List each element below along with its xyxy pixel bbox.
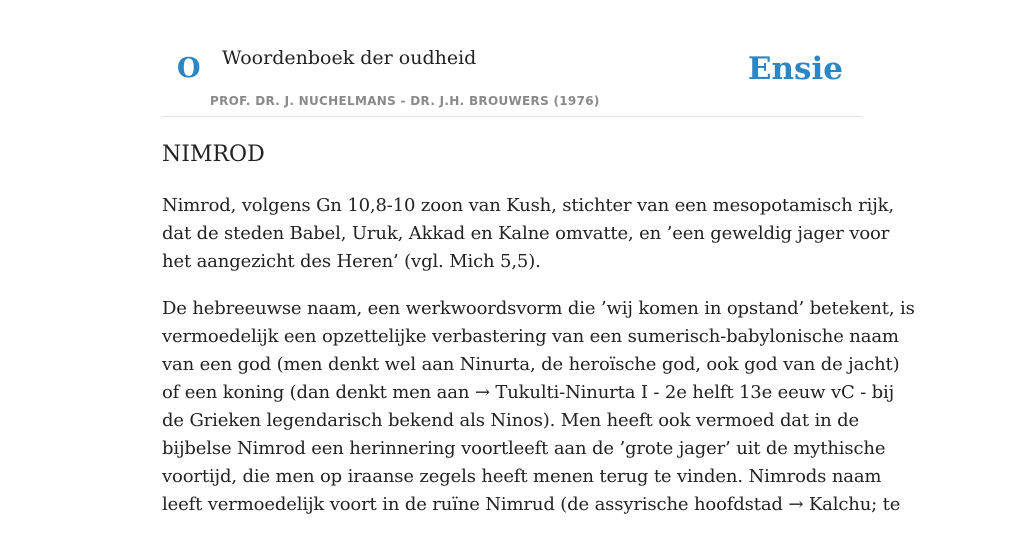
book-title[interactable]: Woordenboek der oudheid xyxy=(222,47,477,69)
paragraph-line: de Grieken legendarisch bekend als Ninos). Men heeft ook vermoed dat in de xyxy=(162,410,860,431)
entry-paragraph-1 xyxy=(162,192,894,276)
entry-paragraph-2 xyxy=(162,295,915,519)
paragraph-line: dat de steden Babel, Uruk, Akkad en Kalne omvatte, en ’een geweldig jager voor xyxy=(162,223,890,244)
paragraph-line-with-link[interactable]: of een koning (dan denkt men aan → Tukulti-Ninurta I - 2e helft 13e eeuw vC - bij xyxy=(162,382,895,403)
entry-title: NIMROD xyxy=(162,142,265,167)
paragraph-line: voortijd, die men op iraanse zegels heeft menen terug te vinden. Nimrods naam xyxy=(162,466,882,487)
paragraph-line: Nimrod, volgens Gn 10,8-10 zoon van Kush, stichter van een mesopotamisch rijk, xyxy=(162,195,894,216)
book-authors: PROF. DR. J. NUCHELMANS - DR. J.H. BROUWERS (1976) xyxy=(210,94,600,108)
page-container xyxy=(162,0,915,515)
paragraph-line: van een god (men denkt wel aan Ninurta, de heroïsche god, ook god van de jacht) xyxy=(162,354,900,375)
paragraph-line: bijbelse Nimrod een herinnering voortleeft aan de ’grote jager’ uit de mythische xyxy=(162,438,886,459)
paragraph-line: het aangezicht des Heren’ (vgl. Mich 5,5). xyxy=(162,251,541,272)
paragraph-line: De hebreeuwse naam, een werkwoordsvorm die ’wij komen in opstand’ betekent, is xyxy=(162,298,915,319)
letter-index[interactable]: O xyxy=(177,53,201,84)
dictionary-header xyxy=(162,0,862,117)
paragraph-line: vermoedelijk een opzettelijke verbastering van een sumerisch-babylonische naam xyxy=(162,326,899,347)
entry-body xyxy=(162,192,915,538)
paragraph-line-with-link[interactable]: leeft vermoedelijk voort in de ruïne Nimrud (de assyrische hoofdstad → Kalchu; te xyxy=(162,494,901,515)
ensie-logo-link[interactable]: Ensie xyxy=(747,51,843,87)
